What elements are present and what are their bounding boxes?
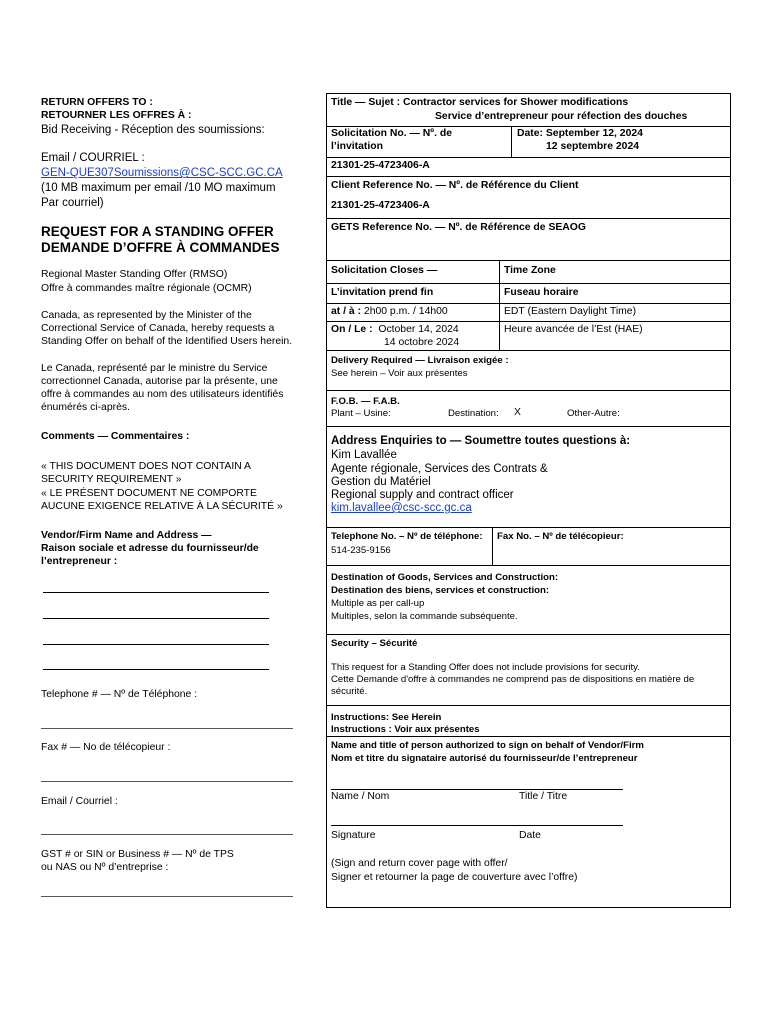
sign-title-en: Name and title of person authorized to sign on behalf of Vendor/Firm <box>331 740 644 751</box>
contact-email-link[interactable]: kim.lavallee@csc-scc.gc.ca <box>331 502 472 514</box>
vendor-label-3: l’entrepreneur : <box>41 556 118 567</box>
on-value-1: October 14, 2024 <box>378 324 459 335</box>
delivery-value: See herein – Voir aux présentes <box>331 368 468 379</box>
instructions-en: Instructions: See Herein <box>331 712 442 723</box>
sign-title-fr: Nom et titre du signataire autorisé du fournisseur/de l’entrepreneur <box>331 753 638 764</box>
fax-label: Fax # — No de télécopieur : <box>41 742 171 753</box>
email-label: Email / COURRIEL : <box>41 152 145 164</box>
time-zone-en: Time Zone <box>504 265 556 276</box>
canada-en-2: Correctional Service of Canada, hereby requests a <box>41 323 275 334</box>
date-fr: 12 septembre 2024 <box>546 141 639 152</box>
rule <box>326 176 731 177</box>
rule <box>326 303 731 304</box>
bid-email-link[interactable]: GEN-QUE307Soumissions@CSC-SCC.GC.CA <box>41 167 283 179</box>
client-ref-value: 21301-25-4723406-A <box>331 200 430 211</box>
rule <box>326 565 731 566</box>
sign-return-1: (Sign and return cover page with offer/ <box>331 858 508 869</box>
instructions-fr: Instructions : Voir aux présentes <box>331 724 480 735</box>
gst-label-1: GST # or SIN or Business # — Nº de TPS <box>41 849 234 860</box>
signature-label: Signature <box>331 830 376 841</box>
phone-value: 514-235-9156 <box>331 545 391 556</box>
tz-value-en: EDT (Eastern Daylight Time) <box>504 306 637 317</box>
sign-return-2: Signer et retourner la page de couverture avec l’offre) <box>331 872 578 883</box>
rule <box>326 527 731 528</box>
fax-line[interactable] <box>41 781 293 782</box>
tz-value-fr: Heure avancée de l’Est (HAE) <box>504 324 643 335</box>
contact-title-en: Regional supply and contract officer <box>331 489 514 501</box>
rule <box>326 321 731 322</box>
time-zone-fr: Fuseau horaire <box>504 287 579 298</box>
comment-2: SECURITY REQUIREMENT » <box>41 474 182 485</box>
security-2: Cette Demande d'offre à commandes ne comprend pas de dispositions en matière de <box>331 674 695 685</box>
client-ref-label: Client Reference No. — Nº. de Référence du Client <box>331 180 579 191</box>
email-limit-1: (10 MB maximum per email /10 MO maximum <box>41 182 276 194</box>
gst-label-2: ou NAS ou Nº d’entreprise : <box>41 862 169 873</box>
closes-fr: L’invitation prend fin <box>331 287 434 298</box>
fob-destination-mark: X <box>514 407 521 418</box>
canada-en-1: Canada, as represented by the Minister of the <box>41 310 252 321</box>
solicitation-no-value: 21301-25-4723406-A <box>331 160 430 171</box>
title-en: Title — Sujet : Contractor services for Shower modifications <box>331 97 629 108</box>
rule <box>326 736 731 737</box>
on-value-2: 14 octobre 2024 <box>384 337 460 348</box>
request-title-2: DEMANDE D’OFFRE À COMMANDES <box>41 240 280 255</box>
canada-fr-3: offre à commandes au nom des utilisateurs identifiés <box>41 389 284 400</box>
rmso-en: Regional Master Standing Offer (RMSO) <box>41 269 228 280</box>
canada-en-3: Standing Offer on behalf of the Identified Users herein. <box>41 336 293 347</box>
gst-line[interactable] <box>41 896 293 897</box>
comment-1: « THIS DOCUMENT DOES NOT CONTAIN A <box>41 461 251 472</box>
telephone-line[interactable] <box>41 728 293 729</box>
destination-1: Destination of Goods, Services and Construction: <box>331 572 559 583</box>
rule <box>326 350 731 351</box>
destination-3: Multiple as per call-up <box>331 598 425 609</box>
vendor-label-2: Raison sociale et adresse du fournisseur/de <box>41 543 259 554</box>
rule <box>326 260 731 261</box>
security-1: This request for a Standing Offer does not include provisions for security. <box>331 662 640 673</box>
title-fr: Service d’entrepreneur pour réfection des douches <box>435 111 688 122</box>
comment-4: AUCUNE EXIGENCE RELATIVE À LA SÉCURITÉ » <box>41 501 283 512</box>
rule <box>326 390 731 391</box>
solicitation-no-label-2: l’invitation <box>331 141 383 152</box>
title-label: Title / Titre <box>519 791 568 802</box>
telephone-label: Telephone # — Nº de Téléphone : <box>41 689 198 700</box>
contact-title-fr-1: Agente régionale, Services des Contrats & <box>331 463 548 475</box>
security-label: Security – Sécurité <box>331 638 418 649</box>
name-label: Name / Nom <box>331 791 390 802</box>
canada-fr-4: énumérés ci-après. <box>41 402 130 413</box>
rule <box>326 218 731 219</box>
rule <box>326 705 731 706</box>
date-en: Date: September 12, 2024 <box>517 128 643 139</box>
destination-4: Multiples, selon la commande subséquente. <box>331 611 518 622</box>
destination-2: Destination des biens, services et construction: <box>331 585 550 596</box>
email-line[interactable] <box>41 834 293 835</box>
vendor-line-3[interactable] <box>43 644 269 645</box>
fob-label: F.O.B. — F.A.B. <box>331 396 400 407</box>
on-label: On / Le : <box>331 324 373 335</box>
rule <box>499 260 500 350</box>
vendor-label-1: Vendor/Firm Name and Address — <box>41 530 212 541</box>
vendor-line-4[interactable] <box>43 669 269 670</box>
rule <box>326 157 731 158</box>
delivery-label: Delivery Required — Livraison exigée : <box>331 355 509 366</box>
return-offers-en: RETURN OFFERS TO : <box>41 97 153 108</box>
comment-3: « LE PRÉSENT DOCUMENT NE COMPORTE <box>41 488 257 499</box>
comments-label: Comments — Commentaires : <box>41 431 190 442</box>
request-title-1: REQUEST FOR A STANDING OFFER <box>41 224 274 239</box>
rule <box>326 634 731 635</box>
email-courriel-label: Email / Courriel : <box>41 796 118 807</box>
name-title-line[interactable] <box>331 789 623 790</box>
date-label: Date <box>519 830 541 841</box>
contact-title-fr-2: Gestion du Matériel <box>331 476 431 488</box>
fob-destination: Destination: <box>448 408 499 419</box>
rule <box>511 126 512 157</box>
at-label: at / à : <box>331 306 362 317</box>
contact-name: Kim Lavallée <box>331 449 397 461</box>
return-offers-fr: RETOURNER LES OFFRES À : <box>41 110 192 121</box>
gets-ref-label: GETS Reference No. — Nº. de Référence de SEAOG <box>331 222 586 233</box>
at-value: 2h00 p.m. / 14h00 <box>363 306 448 317</box>
fob-other: Other-Autre: <box>567 408 620 419</box>
rule <box>326 283 731 284</box>
signature-date-line[interactable] <box>331 825 623 826</box>
rule <box>326 426 731 427</box>
rule <box>326 126 731 127</box>
rule <box>492 527 493 565</box>
address-enquiries-label: Address Enquiries to — Soumettre toutes questions à: <box>331 435 631 447</box>
email-limit-2: Par courriel) <box>41 197 104 209</box>
bid-receiving: Bid Receiving - Réception des soumissions: <box>41 124 265 136</box>
vendor-line-1[interactable] <box>43 592 269 593</box>
solicitation-no-label-1: Solicitation No. — Nº. de <box>331 128 452 139</box>
phone-label: Telephone No. – Nº de téléphone: <box>331 531 483 542</box>
fax-no-label: Fax No. – Nº de télécopieur: <box>497 531 624 542</box>
canada-fr-2: correctionnel Canada, autorise par la présente, une <box>41 376 278 387</box>
closes-en: Solicitation Closes — <box>331 265 438 276</box>
rmso-fr: Offre à commandes maître régionale (OCMR) <box>41 283 252 294</box>
canada-fr-1: Le Canada, représenté par le ministre du Service <box>41 363 268 374</box>
security-3: sécurité. <box>331 686 368 697</box>
vendor-line-2[interactable] <box>43 618 269 619</box>
fob-plant: Plant – Usine: <box>331 408 391 419</box>
